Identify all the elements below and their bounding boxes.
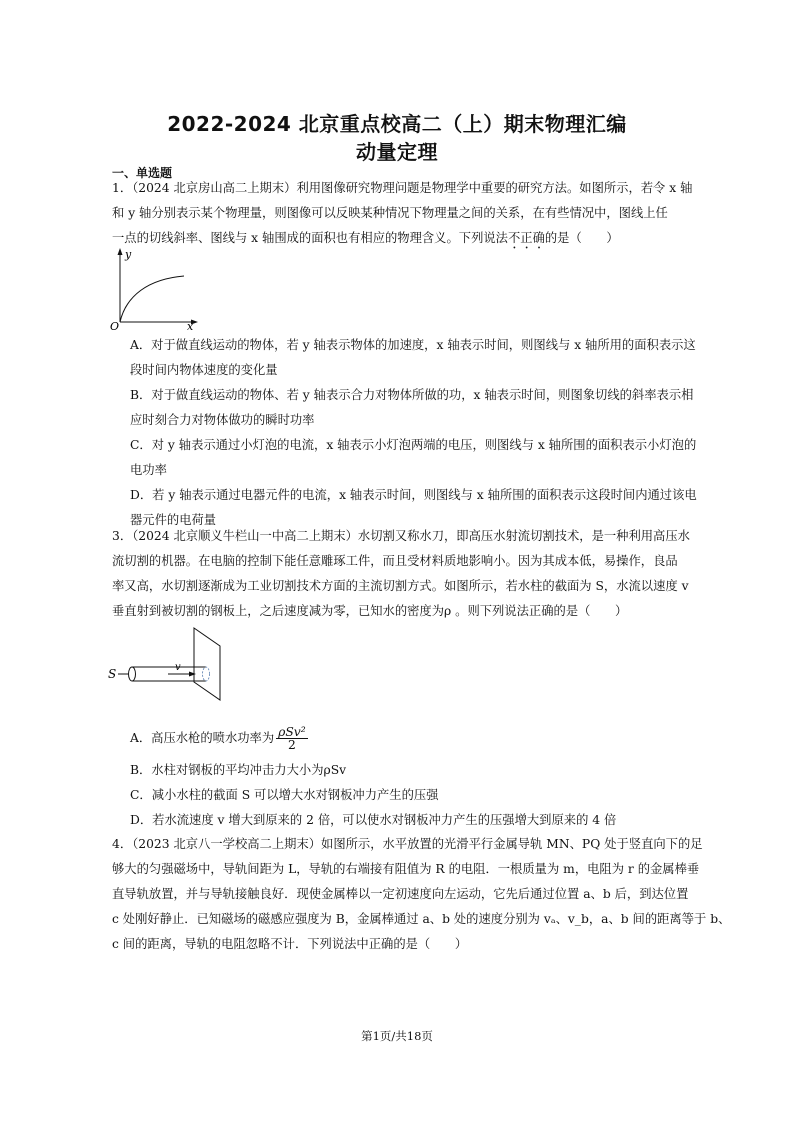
question-3-line-4: 垂直射到被切割的钢板上，之后速度减为零，已知水的密度为ρ 。则下列说法正确的是（ ）	[112, 604, 628, 618]
figure-v-label: v	[175, 662, 181, 673]
question-1-line-3: 一点的切线斜率、图线与 x 轴围成的面积也有相应的物理含义。下列说法不正确的是（ ）	[112, 231, 619, 245]
q3-option-d: D．若水流速度 v 增大到原来的 2 倍，可以使水对钢板冲力产生的压强增大到原来的 4 倍	[130, 813, 617, 827]
emphasis-not-correct: 不正确	[507, 231, 545, 245]
q1-option-c-line-2: 电功率	[130, 463, 167, 477]
document-subtitle: 动量定理	[356, 140, 438, 164]
q1-option-a-line-1: A．对于做直线运动的物体，若 y 轴表示物体的加速度，x 轴表示时间，则图线与 x 轴所用的面积表示这	[130, 338, 696, 352]
q1-option-b-line-1: B．对于做直线运动的物体、若 y 轴表示合力对物体所做的功，x 轴表示时间，则图象切线的斜率表示相	[130, 388, 694, 402]
q3-options	[130, 758, 616, 833]
q3-option-c: C．减小水柱的截面 S 可以增大水对钢板冲力产生的压强	[130, 788, 439, 802]
q1-option-b-line-2: 应时刻合力对物体做功的瞬时功率	[130, 413, 315, 427]
question-3-line-3: 率又高，水切割逐渐成为工业切割技术方面的主流切割方式。如图所示，若水柱的截面为 S，水流以速度 v	[112, 579, 689, 593]
question-1-line-2: 和 y 轴分别表示某个物理量，则图像可以反映某种情况下物理量之间的关系，在有些情况中，图线上任	[112, 206, 668, 220]
question-3-line-2: 流切割的机器。在电脑的控制下能任意雕琢工件，而且受材料质地影响小。因为其成本低，易操作，良品	[112, 554, 678, 568]
question-1-line-1: 1．（2024 北京房山高二上期末）利用图像研究物理问题是物理学中重要的研究方法。如图所示，若令 x 轴	[112, 181, 693, 195]
q1-option-d-line-1: D．若 y 轴表示通过电器元件的电流，x 轴表示时间，则图线与 x 轴所围的面积表示这段时间内通过该电	[130, 488, 697, 502]
question-3	[112, 524, 690, 624]
q3-option-a: A．高压水枪的喷水功率为 $\frac{\text{ρSv²}}{2}$	[130, 725, 306, 752]
graph-x-label: x	[187, 320, 194, 332]
question-3-line-1: 3．（2024 北京顺义牛栏山一中高二上期末）水切割又称水刀，即高压水射流切割技术，是一种利用高压水	[112, 529, 690, 543]
q1-options	[130, 333, 697, 533]
q3-water-jet-figure	[108, 624, 238, 704]
question-4-line-1: 4．（2023 北京八一学校高二上期末）如图所示，水平放置的光滑平行金属导轨 MN、PQ 处于竖直向下的足	[112, 837, 703, 851]
document-title: 2022-2024 北京重点校高二（上）期末物理汇编	[167, 112, 627, 136]
page-footer: 第1页/共18页	[361, 1029, 433, 1043]
question-4	[112, 832, 730, 957]
graph-origin-label: O	[110, 320, 120, 332]
q3-option-b: B．水柱对钢板的平均冲击力大小为ρSv	[130, 763, 347, 777]
q1-option-d-line-2: 器元件的电荷量	[130, 513, 217, 527]
q1-option-a-line-2: 段时间内物体速度的变化量	[130, 363, 278, 377]
question-4-line-5: c 间的距离，导轨的电阻忽略不计．下列说法中正确的是（ ）	[112, 937, 468, 951]
question-4-line-2: 够大的匀强磁场中，导轨间距为 L，导轨的右端接有阻值为 R 的电阻．一根质量为 m，电阻为 r 的金属棒垂	[112, 862, 700, 876]
power-fraction: $\frac{\text{ρSv²}}{2}$	[278, 725, 306, 752]
question-4-line-4: c 处刚好静止．已知磁场的磁感应强度为 B，金属棒通过 a、b 处的速度分别为 vₐ、v_b，a、b 间的距离等于 b、	[112, 912, 731, 926]
question-1	[112, 176, 692, 252]
section-heading: 一、单选题	[112, 166, 173, 180]
q1-graph-figure	[108, 246, 204, 332]
question-4-line-3: 直导轨放置，并与导轨接触良好．现使金属棒以一定初速度向左运动，它先后通过位置 a、b 后，到达位置	[112, 887, 689, 901]
graph-y-label: y	[125, 248, 132, 261]
figure-s-label: S	[108, 667, 117, 681]
q1-option-c-line-1: C．对 y 轴表示通过小灯泡的电流，x 轴表示小灯泡两端的电压，则图线与 x 轴所围的面积表示小灯泡的	[130, 438, 697, 452]
